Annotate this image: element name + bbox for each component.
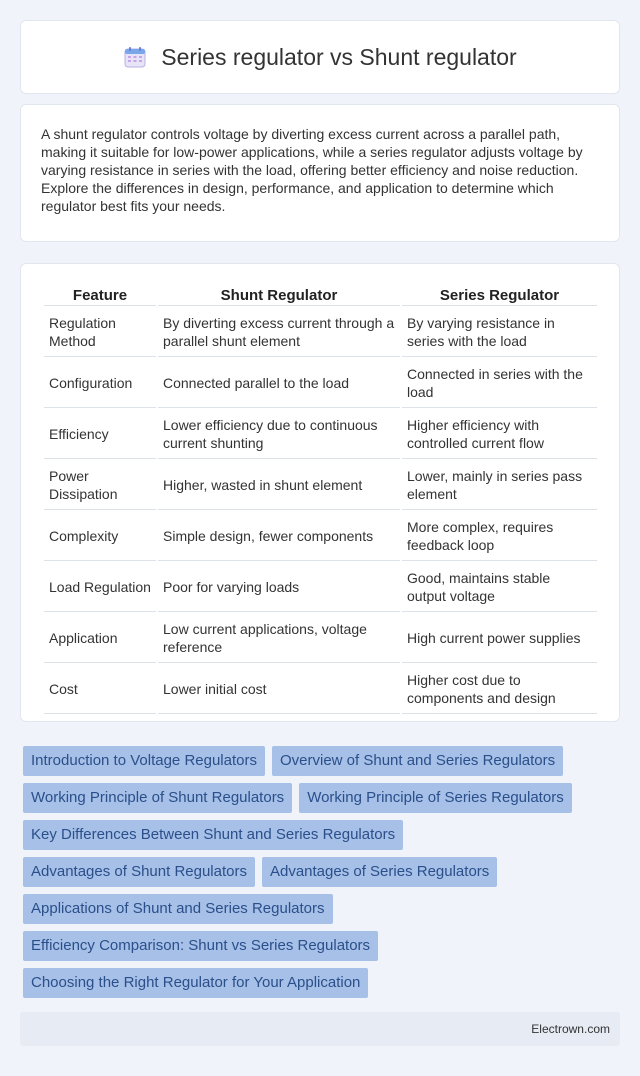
table-cell: High current power supplies	[402, 614, 597, 663]
tag-row	[23, 894, 613, 924]
footer-site-link[interactable]: Electrown.com	[531, 1022, 610, 1036]
table-row	[44, 461, 597, 510]
table-row	[44, 410, 597, 459]
table-cell: Higher efficiency with controlled current flow	[402, 410, 597, 459]
topic-tag-link[interactable]: Advantages of Series Regulators	[262, 857, 497, 887]
topic-tag-link[interactable]: Introduction to Voltage Regulators	[23, 746, 265, 776]
topic-tag-link[interactable]: Advantages of Shunt Regulators	[23, 857, 255, 887]
table-cell: By varying resistance in series with the load	[402, 308, 597, 357]
tag-row	[23, 783, 613, 813]
table-cell: Power Dissipation	[44, 461, 156, 510]
table-row	[44, 665, 597, 714]
topic-tag-link[interactable]: Key Differences Between Shunt and Series Regulators	[23, 820, 403, 850]
topic-tag-link[interactable]: Applications of Shunt and Series Regulators	[23, 894, 333, 924]
topic-tag-link[interactable]: Choosing the Right Regulator for Your Application	[23, 968, 368, 998]
table-row	[44, 614, 597, 663]
table-header-row	[44, 286, 597, 306]
tag-row	[23, 820, 613, 850]
tag-row	[23, 931, 613, 961]
table-row	[44, 308, 597, 357]
table-row	[44, 359, 597, 408]
table-cell: Regulation Method	[44, 308, 156, 357]
tag-row	[23, 857, 613, 887]
header-feature: Feature	[44, 286, 156, 306]
header-series: Series Regulator	[402, 286, 597, 306]
table-cell: Configuration	[44, 359, 156, 408]
table-cell: Connected in series with the load	[402, 359, 597, 408]
topic-tag-link[interactable]: Working Principle of Shunt Regulators	[23, 783, 292, 813]
comparison-table-card	[20, 263, 620, 722]
topic-tag-link[interactable]: Efficiency Comparison: Shunt vs Series Regulators	[23, 931, 378, 961]
tag-row	[23, 746, 613, 776]
table-cell: Connected parallel to the load	[158, 359, 400, 408]
table-cell: Higher, wasted in shunt element	[158, 461, 400, 510]
tag-row	[23, 968, 613, 998]
header-card	[20, 20, 620, 94]
table-row	[44, 563, 597, 612]
table-cell: Efficiency	[44, 410, 156, 459]
table-cell: Low current applications, voltage reference	[158, 614, 400, 663]
table-row	[44, 512, 597, 561]
topic-tag-link[interactable]: Overview of Shunt and Series Regulators	[272, 746, 563, 776]
related-topics	[23, 746, 613, 1005]
footer	[20, 1012, 620, 1046]
intro-card	[20, 104, 620, 242]
table-cell: Lower, mainly in series pass element	[402, 461, 597, 510]
comparison-table	[42, 284, 599, 716]
table-cell: Good, maintains stable output voltage	[402, 563, 597, 612]
topic-tag-link[interactable]: Working Principle of Series Regulators	[299, 783, 572, 813]
intro-text: A shunt regulator controls voltage by diverting excess current across a parallel path, making it suitable for low-power applications, while a series regulator adjusts voltage by varying resistance in series with the load, offering better efficiency and noise reduction. Explore the differences in design, performance, and application to determine which regulator best fits your needs.	[41, 126, 583, 214]
table-cell: Lower initial cost	[158, 665, 400, 714]
table-cell: Application	[44, 614, 156, 663]
table-cell: Load Regulation	[44, 563, 156, 612]
table-cell: Higher cost due to components and design	[402, 665, 597, 714]
table-cell: Complexity	[44, 512, 156, 561]
table-cell: Lower efficiency due to continuous current shunting	[158, 410, 400, 459]
title-wrap	[123, 44, 516, 71]
table-cell: More complex, requires feedback loop	[402, 512, 597, 561]
table-cell: By diverting excess current through a parallel shunt element	[158, 308, 400, 357]
table-cell: Cost	[44, 665, 156, 714]
header-shunt: Shunt Regulator	[158, 286, 400, 306]
table-cell: Poor for varying loads	[158, 563, 400, 612]
table-cell: Simple design, fewer components	[158, 512, 400, 561]
calendar-icon	[123, 45, 147, 69]
page-title: Series regulator vs Shunt regulator	[161, 43, 517, 70]
